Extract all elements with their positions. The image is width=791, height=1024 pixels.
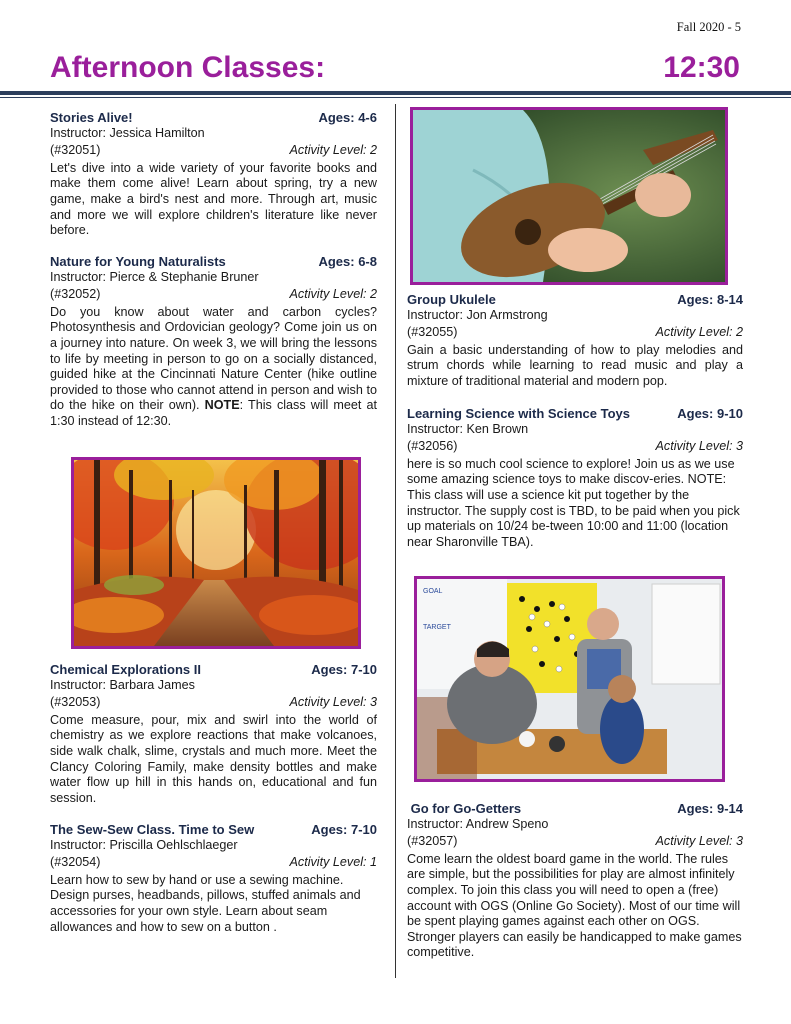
class-ages: Ages: 9-10 [677, 406, 743, 421]
class-ages: Ages: 9-14 [677, 801, 743, 816]
class-sew-sew [50, 822, 377, 935]
board-label-goal: GOAL [423, 588, 443, 595]
note-text: : This class will meet at 1:30 instead of 12:30. [50, 398, 377, 428]
class-group-ukulele [407, 292, 743, 390]
class-description: Learn how to sew by hand or use a sewing machine. Design purses, headbands, pillows, stuffed animals and accessories for your own style. Learn about seam allowances and how to sew on a button . [50, 872, 361, 934]
class-instructor: Instructor: Jon Armstrong [407, 307, 548, 322]
activity-level: Activity Level: 2 [289, 287, 377, 302]
activity-level: Activity Level: 3 [655, 439, 743, 454]
activity-level: Activity Level: 3 [289, 695, 377, 710]
header-rule-thin [0, 97, 791, 98]
class-code: (#32055) [407, 325, 458, 340]
page-header [50, 48, 740, 88]
class-ages: Ages: 7-10 [311, 662, 377, 677]
class-instructor: Instructor: Barbara James [50, 677, 195, 692]
activity-level: Activity Level: 2 [655, 325, 743, 340]
class-title: Group Ukulele [407, 292, 496, 307]
class-instructor: Instructor: Andrew Speno [407, 816, 549, 831]
class-ages: Ages: 4-6 [318, 110, 377, 125]
class-title: Stories Alive! [50, 110, 133, 125]
class-description [50, 305, 377, 430]
page-title: Afternoon Classes: [50, 51, 326, 84]
class-description: Let's dive into a wide variety of your favorite books and make them come alive! Learn about spring, try a new game, make a bird's nest and more. Through art, music and more we will explore children's literature like never before. [50, 160, 377, 238]
class-instructor: Instructor: Ken Brown [407, 421, 529, 436]
class-title: The Sew-Sew Class. Time to Sew [50, 822, 255, 837]
class-chemical-explorations [50, 662, 377, 806]
autumn-forest-photo [71, 457, 361, 649]
class-instructor: Instructor: Priscilla Oehlschlaeger [50, 837, 238, 852]
session-time: 12:30 [663, 51, 740, 84]
class-nature [50, 254, 377, 430]
ukulele-photo [410, 107, 728, 285]
class-title: Chemical Explorations II [50, 662, 201, 677]
page-number: Fall 2020 - 5 [676, 20, 741, 34]
class-title: Learning Science with Science Toys [407, 406, 630, 421]
activity-level: Activity Level: 3 [655, 834, 743, 849]
column-divider [395, 104, 396, 978]
class-ages: Ages: 7-10 [311, 822, 377, 837]
class-go-for-go-getters [407, 801, 743, 961]
class-description: Come learn the oldest board game in the world. The rules are simple, but the possibilities for play are almost infinitely complex. To join this class you will need to open a (free) account with OGS (Online Go Society). Most of our time will be spent playing games against each other on OGS. Stronger players can easily be handicapped to make games competitive. [407, 851, 742, 960]
class-ages: Ages: 8-14 [677, 292, 743, 307]
class-title: Nature for Young Naturalists [50, 254, 226, 269]
activity-level: Activity Level: 2 [289, 143, 377, 158]
class-ages: Ages: 6-8 [318, 254, 377, 269]
class-code: (#32054) [50, 855, 101, 870]
go-game-photo [414, 576, 725, 782]
note-label: NOTE [204, 398, 240, 413]
class-description: here is so much cool science to explore! Join us as we use some amazing science toys to make discov-eries. NOTE: This class will use a science kit put together by the instructor. The supply cost is TBD, to be paid when you pick up materials on 10/24 be-tween 10:00 and 11:00 (location near Sharonville TBA). [407, 456, 740, 549]
class-code: (#32051) [50, 143, 101, 158]
class-code: (#32053) [50, 695, 101, 710]
class-description: Gain a basic understanding of how to play melodies and strum chords while learning to read music and play a mixture of traditional material and modern pop. [407, 342, 743, 388]
board-label-target: TARGET [423, 624, 451, 631]
class-instructor: Instructor: Jessica Hamilton [50, 125, 205, 140]
class-instructor: Instructor: Pierce & Stephanie Bruner [50, 269, 259, 284]
class-code: (#32056) [407, 439, 458, 454]
class-code: (#32057) [407, 834, 458, 849]
class-learning-science [407, 406, 743, 550]
description-text: Do you know about water and carbon cycles? Photosynthesis and Ordovician geology? Come join us on a journey into nature. On week 3, we will bring the lessons to life by meeting in person to go on a socially distanced, guided hike at the Cincinnati Nature Center (hike outline provided to those who cannot attend in person and wish to do the hike on their own). [50, 304, 377, 413]
class-description: Come measure, pour, mix and swirl into the world of chemistry as we explore reactions that make volcanoes, side walk chalk, slime, crystals and much more. Meet the Clancy Coloring Family, make density bottles and make water flow up hill in this hands on, educational and fun session. [50, 712, 377, 805]
class-code: (#32052) [50, 287, 101, 302]
class-title: Go for Go-Getters [407, 801, 522, 816]
header-rule-thick [0, 91, 791, 95]
class-stories-alive [50, 110, 377, 239]
activity-level: Activity Level: 1 [289, 855, 377, 870]
